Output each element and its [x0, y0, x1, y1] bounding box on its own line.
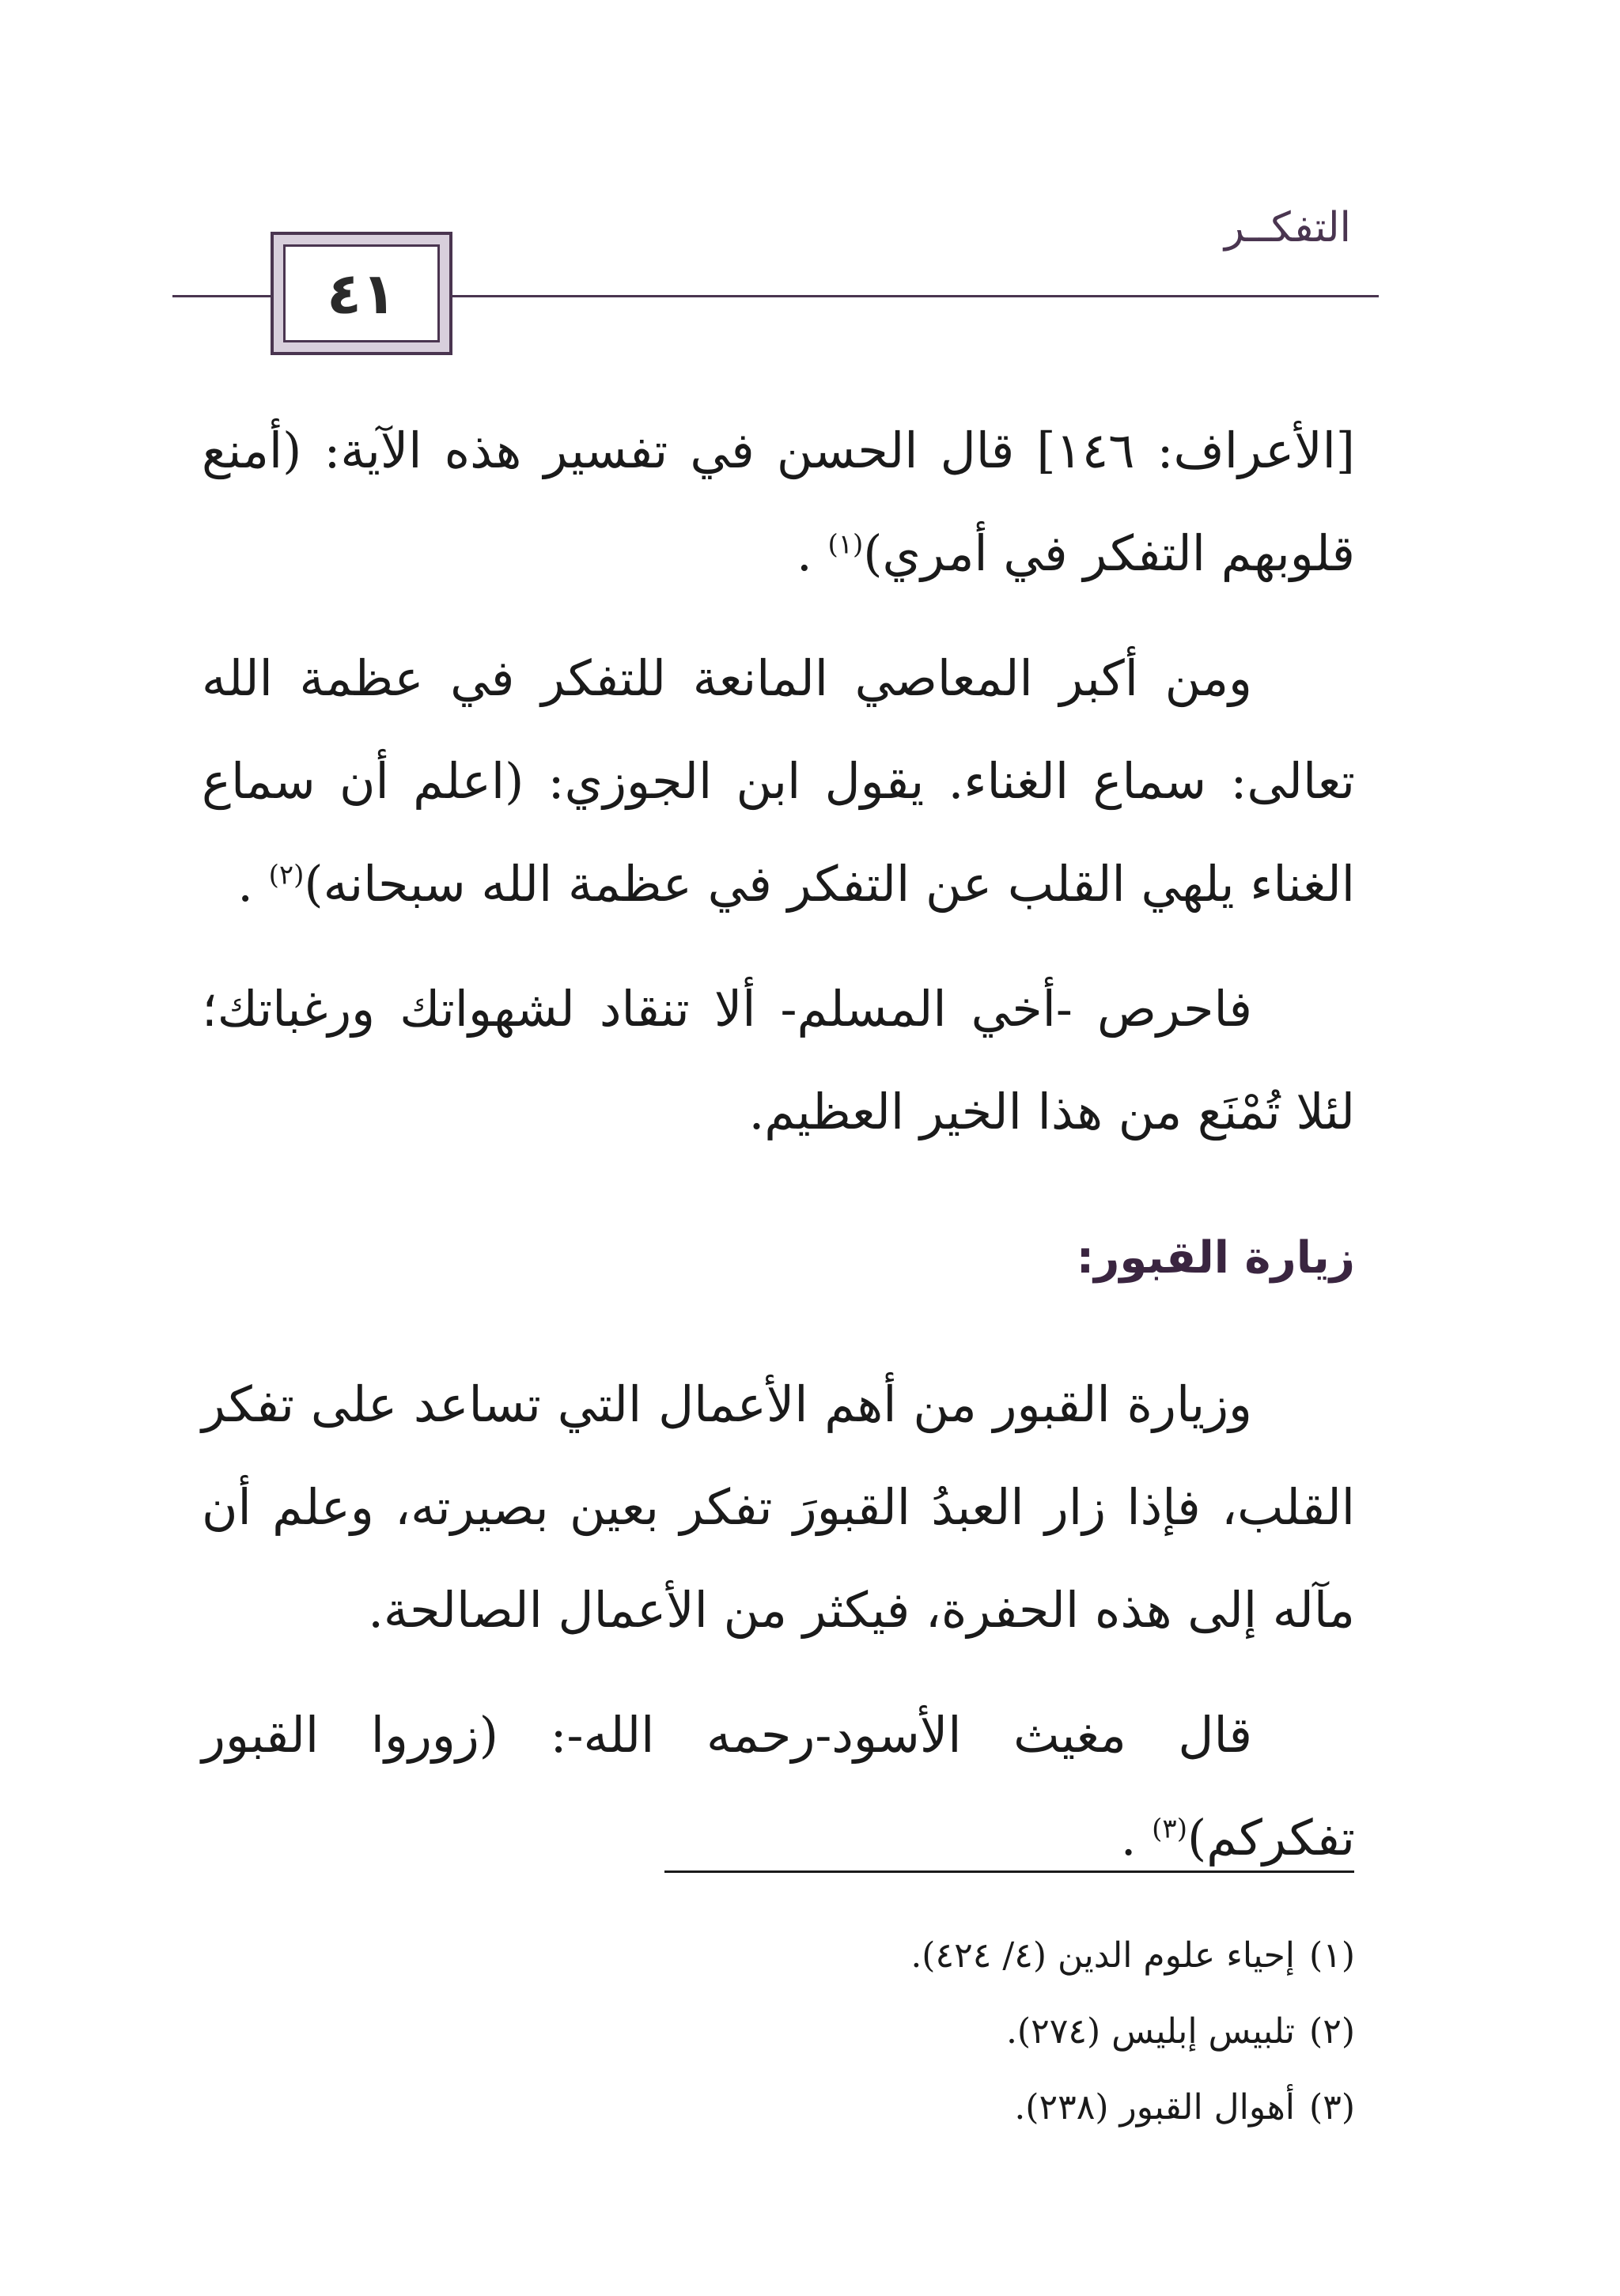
- paragraph-tail: .: [797, 524, 828, 582]
- footnote-text: تلبيس إبليس (٢٧٤).: [1005, 2011, 1296, 2052]
- section-heading: زيارة القبور:: [1076, 1232, 1355, 1284]
- paragraph-text: ومن أكبر المعاصي المانعة للتفكر في عظمة الله تعالى: سماع الغناء. يقول ابن الجوزي: (اعلم أن سماع الغناء يلهي القلب عن التفكر في عظمة الله سبحانه): [202, 649, 1355, 913]
- footnote-2: [475, 1994, 1355, 2070]
- footnote-ref-3[interactable]: (٣): [1152, 1813, 1187, 1845]
- footnote-number: (١): [1309, 1935, 1355, 1976]
- paragraph-text: وزيارة القبور من أهم الأعمال التي تساعد على تفكر القلب، فإذا زار العبدُ القبورَ تفكر بعين بصيرته، وعلم أن مآله إلى هذه الحفرة، فيكثر من الأعمال الصالحة.: [202, 1375, 1355, 1639]
- footnote-number: (٢): [1309, 2011, 1355, 2052]
- paragraph-text: فاحرص -أخي المسلم- ألا تنقاد لشهواتك ورغباتك؛ لئلا تُمْنَع من هذا الخير العظيم.: [202, 980, 1355, 1140]
- footnotes: [475, 1918, 1355, 2146]
- paragraph-5: [202, 1684, 1355, 1889]
- paragraph-3: [202, 958, 1355, 1163]
- running-title: التفكــر: [1224, 204, 1351, 252]
- footnote-ref-2[interactable]: (٢): [268, 859, 305, 891]
- page-number: ٤١: [327, 260, 396, 327]
- paragraph-text: [الأعراف: ١٤٦] قال الحسن في تفسير هذه الآية: (أمنع قلوبهم التفكر في أمري): [202, 422, 1355, 582]
- paragraph-tail: .: [1120, 1809, 1153, 1867]
- main-content: [202, 399, 1355, 1889]
- page-number-frame: [271, 232, 452, 355]
- page-number-frame-inner: [283, 244, 440, 342]
- paragraph-1: [202, 399, 1355, 605]
- footnote-1: [475, 1918, 1355, 1994]
- footnote-3: [475, 2070, 1355, 2146]
- footnote-text: إحياء علوم الدين (٤/ ٤٢٤).: [910, 1935, 1296, 1976]
- paragraph-4: [202, 1353, 1355, 1662]
- footnote-rule: [664, 1870, 1354, 1873]
- footnote-text: أهوال القبور (٢٣٨).: [1014, 2087, 1296, 2128]
- paragraph-tail: .: [237, 855, 269, 913]
- footnote-ref-1[interactable]: (١): [827, 528, 864, 561]
- paragraph-text: قال مغيث الأسود-رحمه الله-: (زوروا القبور تفكركم): [202, 1706, 1355, 1867]
- footnote-number: (٣): [1309, 2087, 1355, 2128]
- paragraph-2: [202, 627, 1355, 936]
